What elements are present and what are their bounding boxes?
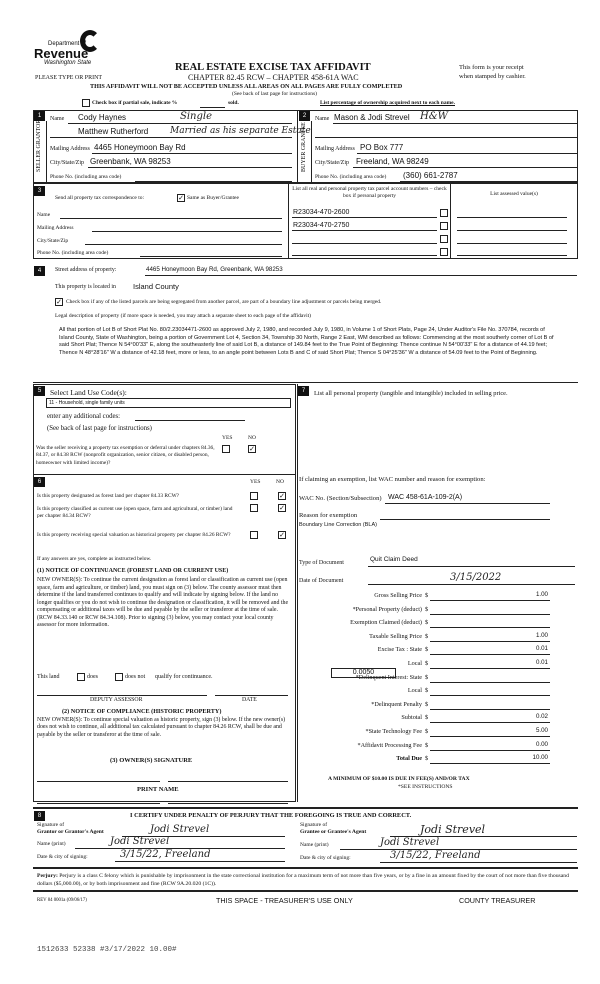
date-label: DATE (242, 697, 257, 703)
logo-dept: Department of (48, 41, 87, 47)
notice-continuance-text: NEW OWNER(S): To continue the current designation as forest land or classification as current use (open space, farm and agriculture, or timber) land, you must sign on (3) below. The county assessor must then determine if the land transferred continues to qualify and will indicate by signing below. If the land no longer qualifies or you do not wish to continue the designation or classification, it will be removed and the compensating or additional taxes will be due and payable by the seller or transferor at the time of sale. (RCW 84.33.140 or RCW 84.34.108). Prior to signing (3) below, you may contact your local county assessor for more information. (37, 577, 289, 629)
assessed-value-field[interactable] (457, 243, 567, 244)
treasurer-use: THIS SPACE - TREASURER'S USE ONLY (216, 896, 353, 905)
fee-field-line (430, 750, 550, 751)
corr-city-label: City/State/Zip (37, 238, 69, 244)
section-1-badge: 1 (34, 111, 45, 121)
corr-phone-field[interactable] (140, 256, 282, 257)
grantor-name[interactable]: Jodi Strevel (110, 836, 170, 847)
property-street[interactable]: 4465 Honeymoon Bay Rd, Greenbank, WA 98253 (146, 266, 283, 273)
divider (297, 384, 298, 802)
section-7-badge: 7 (298, 386, 309, 396)
fee-field-line (430, 654, 550, 655)
partial-sale-label: Check box if partial sale, indicate % (92, 100, 178, 106)
seller-mail-label: Mailing Address (50, 146, 90, 152)
land-use-select[interactable]: 11 - Household, single family units (46, 398, 291, 408)
fee-label: *Delinquent Interest: State (355, 673, 422, 681)
fee-value[interactable]: 0.00 (535, 740, 548, 748)
buyer-name[interactable]: Mason & Jodi Strevel (334, 113, 410, 122)
deputy-date-line[interactable] (215, 695, 288, 696)
wac-number[interactable]: WAC 458-61A-109-2(A) (388, 494, 463, 501)
send-label: Send all property tax correspondence to: (55, 195, 145, 201)
divider (33, 890, 578, 892)
additional-codes-field[interactable] (135, 420, 245, 421)
fee-label: Excise Tax : State (377, 646, 422, 654)
buyer-city-label: City/State/Zip (315, 160, 349, 166)
current-use-no-checkbox[interactable]: ✓ (279, 504, 285, 512)
parcel-number[interactable]: R23034-470-2600 (293, 209, 350, 216)
seller-name-1[interactable]: Cody Haynes (78, 113, 127, 122)
grantor-name-label: Name (print) (37, 841, 66, 847)
segregated-label: Check box if any of the listed parcels are being segregated from another parcel, are part of a boundary line adjustment or parcels being merged. (66, 299, 382, 305)
line (292, 230, 437, 231)
seller-city[interactable]: Greenbank, WA 98253 (90, 157, 171, 166)
does-not-label: does not (125, 674, 146, 680)
fee-label: *State Technology Fee (365, 728, 422, 735)
fee-field-line (430, 682, 550, 683)
same-as-buyer-checkbox[interactable]: ✓ (178, 194, 184, 202)
notice-continuance-title: (1) NOTICE OF CONTINUANCE (FOREST LAND OR CURRENT USE) (37, 568, 229, 574)
owner-signature-line-2[interactable] (168, 781, 288, 782)
reason-label: Reason for exemption (299, 512, 358, 519)
no-header: NO (276, 479, 284, 485)
fee-field-line (430, 641, 550, 642)
buyer-side-label: BUYER GRANTEE (301, 122, 307, 172)
line (68, 123, 292, 124)
buyer-note: H&W (420, 111, 448, 122)
dollar-sign: $ (425, 687, 429, 695)
print-name-line-2[interactable] (168, 803, 288, 804)
corr-mail-field[interactable] (92, 231, 282, 232)
dollar-sign: $ (425, 755, 429, 763)
dollar-sign: $ (425, 632, 429, 640)
fee-field-line (430, 614, 550, 615)
line (115, 861, 285, 862)
print-name-line[interactable] (37, 803, 160, 804)
grantee-name-label: Name (print) (300, 842, 329, 848)
line (368, 584, 575, 585)
assessed-value-field[interactable] (457, 255, 567, 256)
fee-field-line (430, 763, 550, 764)
fee-value[interactable]: 0.01 (535, 659, 548, 666)
corr-phone-label: Phone No. (including area code) (37, 250, 109, 256)
corr-mail-label: Mailing Address (37, 225, 74, 231)
fee-label: Local (407, 660, 422, 667)
divider (33, 474, 296, 475)
sold-label: sold. (228, 100, 239, 106)
fee-label: Subtotal (401, 714, 422, 722)
doc-date-label: Date of Document (299, 578, 344, 584)
seller-city-label: City/State/Zip (50, 160, 84, 166)
fee-label: Local (407, 687, 422, 695)
perjury-text: Perjury is a class C felony which is punishable by imprisonment in the state correctional institution for a maximum term of not more than five years, or by a fine in an amount fixed by the court of not more than five thousand dollars ($5,000.00), or by both imprisonment and fine (RCW 9A.20.020 (1C)). (37, 873, 569, 888)
fee-value[interactable]: 1.00 (535, 631, 548, 639)
divider (311, 121, 312, 183)
divider (33, 807, 578, 809)
notice-compliance-title: (2) NOTICE OF COMPLIANCE (HISTORIC PROPERTY) (62, 708, 222, 715)
section-4-badge: 4 (34, 266, 45, 276)
deputy-signature-line[interactable] (37, 695, 207, 696)
no-header: NO (248, 435, 256, 441)
perjury-label: Perjury: (37, 873, 58, 879)
land-use-label: Select Land Use Code(s): (50, 388, 127, 397)
dollar-sign: $ (425, 741, 429, 749)
notice-compliance-text: NEW OWNER(S): To continue special valuation as historic property, sign (3) below. If the new owner(s) does not wish to continue, all additional tax calculated pursuant to chapter 84.26 RCW, shall be due and payable by the seller or transferor at the time of sale. (37, 717, 286, 738)
grantee-agent-label: Grantee or Grantee's Agent (300, 829, 367, 835)
receipt-note-2: when stamped by cashier. (459, 73, 526, 80)
does-checkbox[interactable] (77, 673, 85, 681)
line (92, 153, 292, 154)
qualify-label: qualify for continuance. (155, 674, 213, 680)
county-treasurer: COUNTY TREASURER (459, 896, 536, 905)
seller-phone-label: Phone No. (including area code) (50, 174, 122, 180)
assessed-value-field[interactable] (457, 230, 567, 231)
seller-note-1: Single (180, 111, 213, 122)
line (368, 566, 575, 567)
dollar-sign: $ (425, 592, 429, 599)
does-label: does (87, 674, 98, 680)
current-use-yes-checkbox[interactable] (250, 504, 258, 512)
line (88, 167, 292, 168)
fee-field-line (430, 722, 550, 723)
deputy-label: DEPUTY ASSESSOR (90, 697, 143, 703)
exemption-yes-checkbox[interactable] (222, 445, 230, 453)
seller-side-label: SELLER GRANTOR (36, 119, 42, 172)
grantor-date-city[interactable]: 3/15/22, Freeland (120, 849, 211, 860)
owner-signature-line[interactable] (37, 781, 160, 782)
does-not-checkbox[interactable] (115, 673, 123, 681)
dollar-sign: $ (425, 619, 429, 627)
please-type: PLEASE TYPE OR PRINT (35, 75, 103, 81)
forest-no-checkbox[interactable]: ✓ (279, 492, 285, 500)
line (145, 275, 577, 276)
form-subtitle: CHAPTER 82.45 RCW – CHAPTER 458-61A WAC (188, 73, 359, 82)
county[interactable]: Island County (133, 282, 179, 291)
form-revision: REV 84 0001a (09/06/17) (37, 898, 87, 903)
buyer-city[interactable]: Freeland, WA 98249 (356, 157, 429, 166)
line (400, 181, 577, 182)
divider (46, 121, 47, 183)
yes-header: YES (222, 435, 233, 441)
assessed-header: List assessed value(s) (490, 191, 538, 197)
section-6-badge: 6 (34, 477, 45, 487)
dollar-sign: $ (425, 714, 429, 722)
corr-name-label: Name (37, 212, 51, 218)
partial-pct-field[interactable] (200, 107, 225, 108)
line (357, 153, 577, 154)
personal-property-checkbox[interactable] (440, 248, 448, 256)
corr-city-field[interactable] (85, 244, 282, 245)
exemption-question: Was the seller receiving a property tax exemption or deferral under chapters 84.36, 84.37, or 84.38 RCW (nonprofit organization, senior citizen, or disabled person, homeowner with limited income)? (36, 445, 215, 466)
grantor-signature[interactable]: Jodi Strevel (150, 824, 210, 835)
located-label: This property is located in (55, 284, 116, 290)
personal-property-checkbox[interactable] (440, 235, 448, 243)
line (50, 137, 292, 138)
buyer-phone[interactable]: (360) 661-2787 (403, 171, 458, 180)
section-2-badge: 2 (299, 111, 310, 121)
section-3-badge: 3 (34, 186, 45, 196)
doc-type-label: Type of Document (299, 560, 344, 566)
receipt-stamp: 1512633 52338 #3/17/2022 10.00# (37, 946, 177, 954)
fee-label: *Affidavit Processing Fee (357, 741, 422, 749)
divider (450, 183, 451, 259)
personal-property-checkbox[interactable] (440, 209, 448, 217)
see-back-instr: (See back of last page for instructions) (47, 425, 152, 432)
logo-mark-icon (80, 30, 100, 52)
owner-signature-title: (3) OWNER(S) SIGNATURE (110, 757, 193, 764)
additional-codes-label: enter any additional codes: (47, 413, 121, 420)
fee-value[interactable]: 0.01 (535, 645, 548, 653)
yes-header: YES (250, 479, 261, 485)
exemption-reason[interactable]: Boundary Line Correction (BLA) (299, 522, 377, 528)
partial-sale-checkbox[interactable] (82, 99, 90, 107)
fee-value[interactable]: 10.00 (532, 754, 548, 762)
fee-field-line (430, 709, 550, 710)
fee-value[interactable]: 1.00 (535, 591, 548, 598)
perjury-note (37, 872, 577, 889)
assessed-value-field[interactable] (457, 217, 567, 218)
fee-label: Exemption Claimed (deduct) (350, 619, 422, 627)
grantor-date-label: Date & city of signing: (37, 854, 88, 860)
dollar-sign: $ (425, 660, 429, 667)
fee-label: Taxable Selling Price (369, 632, 422, 640)
seller-name-label: Name (50, 116, 65, 122)
line (333, 123, 577, 124)
divider (288, 183, 289, 259)
fee-label: Total Due (396, 755, 422, 763)
dollar-sign: $ (425, 728, 429, 735)
minimum-note: A MINIMUM OF $10.00 IS DUE IN FEE(S) AND/OR TAX (328, 776, 470, 782)
divider (297, 110, 298, 183)
grantee-name[interactable]: Jodi Strevel (380, 837, 440, 848)
list-pct: List percentage of ownership acquired next to each name. (320, 100, 455, 106)
personal-property-checkbox[interactable] (440, 222, 448, 230)
historic-question: Is this property receiving special valuation as historical property per chapter 84.26 RCW? (37, 532, 231, 538)
buyer-name-label: Name (315, 116, 330, 122)
grantor-agent-label: Grantor or Grantor's Agent (37, 829, 104, 835)
fee-value[interactable]: 5.00 (535, 727, 548, 734)
dollar-sign: $ (425, 673, 429, 681)
parcel-number[interactable] (292, 243, 437, 244)
see-instructions: *SEE INSTRUCTIONS (398, 784, 453, 790)
wac-label: WAC No. (Section/Subsection) (299, 495, 382, 502)
fee-label: *Personal Property (deduct) (352, 605, 422, 613)
divider (33, 382, 578, 383)
forest-yes-checkbox[interactable] (250, 492, 258, 500)
signature-of-label: Signature of (300, 822, 328, 828)
personal-property-label: List all personal property (tangible and intangible) included in selling price. (314, 390, 508, 397)
divider (33, 867, 578, 869)
parcel-number[interactable] (292, 255, 437, 256)
see-back: (See back of last page for instructions) (232, 91, 317, 97)
corr-name-field[interactable] (60, 218, 282, 219)
fee-label: Gross Selling Price (374, 592, 422, 599)
forest-question: Is this property designated as forest land per chapter 84.33 RCW? (37, 493, 180, 499)
exemption-no-checkbox[interactable]: ✓ (249, 445, 255, 453)
logo-name: Revenue (34, 46, 89, 61)
parcel-number[interactable]: R23034-470-2750 (293, 222, 350, 229)
parcel-header: List all real and personal property tax parcel account numbers – check box if personal property (292, 186, 447, 200)
seller-mail[interactable]: 4465 Honeymoon Bay Rd (94, 143, 186, 152)
street-label: Street address of property: (55, 267, 117, 273)
current-use-question: Is this property classified as current use (open space, farm and agricultural, or timber) land per chapter 84.34 RCW? (37, 506, 233, 520)
grantee-signature[interactable]: Jodi Strevel (420, 823, 486, 836)
logo-state: Washington State (44, 60, 92, 66)
exemption-label: If claiming an exemption, list WAC number and reason for exemption: (299, 476, 486, 483)
form-title: REAL ESTATE EXCISE TAX AFFIDAVIT (175, 62, 371, 73)
if-yes-note: If any answers are yes, complete as instructed below. (37, 556, 152, 562)
line (353, 167, 577, 168)
this-land-label: This land (37, 674, 60, 680)
dollar-sign: $ (425, 646, 429, 654)
grantee-date-label: Date & city of signing: (300, 855, 351, 861)
line (315, 137, 577, 138)
fee-value[interactable]: 0.02 (535, 713, 548, 721)
print-name-label: PRINT NAME (137, 786, 179, 793)
fee-field-line (430, 600, 550, 601)
certify-statement: I CERTIFY UNDER PENALTY OF PERJURY THAT THE FOREGOING IS TRUE AND CORRECT. (130, 812, 412, 819)
buyer-mail-label: Mailing Address (315, 146, 355, 152)
line (380, 519, 550, 520)
buyer-phone-label: Phone No. (including area code) (315, 174, 387, 180)
seller-phone[interactable] (135, 181, 292, 182)
same-as-buyer-label: Same as Buyer/Grantee (187, 195, 239, 201)
line (292, 217, 437, 218)
dollar-sign: $ (425, 605, 429, 613)
fee-field-line (430, 695, 550, 696)
local-rate-field[interactable]: 0.0050 (331, 668, 396, 678)
signature-of-label: Signature of (37, 822, 65, 828)
warning: THIS AFFIDAVIT WILL NOT BE ACCEPTED UNLESS ALL AREAS ON ALL PAGES ARE FULLY COMPLETED (90, 83, 403, 90)
receipt-note: This form is your receipt (459, 64, 524, 71)
seller-name-2[interactable]: Matthew Rutherford (78, 127, 149, 136)
fee-field-line (430, 736, 550, 737)
dollar-sign: $ (425, 700, 429, 708)
section-5-badge: 5 (34, 386, 45, 396)
line (380, 862, 577, 863)
fee-field-line (430, 627, 550, 628)
line (385, 503, 550, 504)
doc-type[interactable]: Quit Claim Deed (370, 556, 418, 563)
doc-date[interactable]: 3/15/2022 (450, 572, 502, 583)
seller-note-2: Married as his separate Estate (170, 126, 311, 136)
buyer-mail[interactable]: PO Box 777 (360, 143, 404, 152)
fee-label: *Delinquent Penalty (371, 700, 422, 708)
grantee-date-city[interactable]: 3/15/22, Freeland (390, 850, 481, 861)
legal-label: Legal description of property (if more space is needed, you may attach a separate sheet to each page of the affidavit) (55, 313, 311, 319)
segregated-checkbox[interactable]: ✓ (56, 298, 62, 306)
section-8-badge: 8 (34, 811, 45, 821)
historic-yes-checkbox[interactable] (250, 531, 258, 539)
legal-description[interactable]: All that portion of Lot B of Short Plat No. 80/2.23034471-2600 as approved July 2, 1980, and recorded July 9, 1980, in Volume 1 of Short Plats, Page 24, Under Auditor's File No. 370784, records of Island County, State of Washington, being a portion of Government Lot 4, Section 34, Township 30 North, Range 2 East, WM described as follows: Commencing at the most southerly corner of Lot B of said Short Plat; Thence N 54°00'33" E, along the southeasterly line of said Lot B, a distance of 149.84 feet to the True Point of Beginning: Thence continue N 54°00'33" E for a distance of 44.19 feet; Thence N 48°28'16" W a distance of 42.18 feet, more or less, to an angle point between Lots B and C of said Short Plat; Thence S 04°25'36" W a distance of 54.09 feet to the Point of Beginning. (59, 327, 554, 356)
fee-field-line (430, 668, 550, 669)
historic-no-checkbox[interactable]: ✓ (279, 531, 285, 539)
